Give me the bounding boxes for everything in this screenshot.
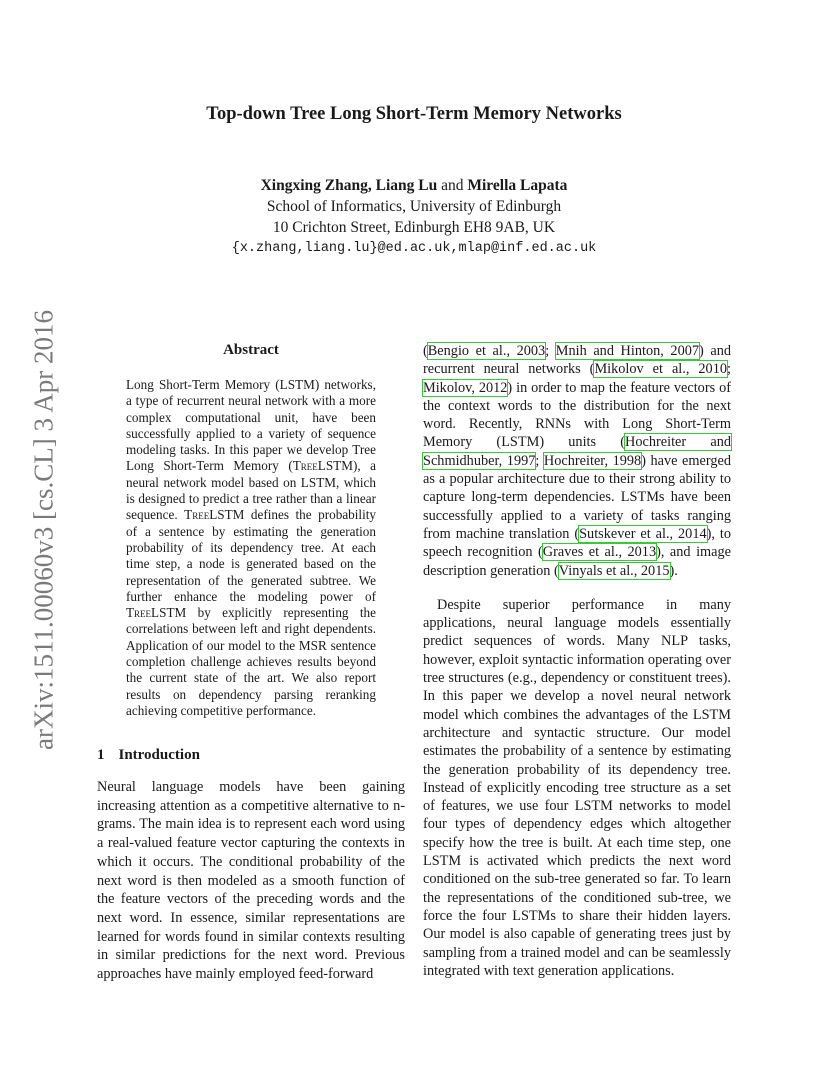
text-run: ) have emerged as a popular architecture due to their strong ability to capture long-term dependencies. LSTMs have been successfully applied to a variety of tasks ranging from machine translation (: [423, 452, 732, 542]
text-run: ) in order to map the feature vectors of the context words to the distribution for the next word. Recently, RNNs with Long Short-Term Memory (LSTM) units (: [423, 379, 731, 451]
model-name: TreeLSTM: [126, 605, 187, 621]
email: {x.zhang,liang.lu}@ed.ac.uk,mlap@inf.ed.ac.uk: [231, 241, 597, 256]
citation-link[interactable]: Mikolov, 2012: [423, 379, 508, 396]
citation-link[interactable]: Mnih and Hinton, 2007: [555, 343, 700, 359]
intro-left-column: [97, 778, 405, 984]
citation-link[interactable]: Hochreiter and Schmidhuber, 1997: [423, 434, 731, 469]
text-run: ;: [545, 343, 556, 359]
citation-link[interactable]: Mikolov et al., 2010: [594, 361, 728, 378]
paper-title: Top-down Tree Long Short-Term Memory Networks: [206, 104, 622, 124]
text-run: ;: [727, 361, 731, 378]
text-run: ;: [535, 452, 544, 469]
affiliation: School of Informatics, University of Edinburgh: [266, 198, 562, 215]
model-name: TreeLSTM: [184, 507, 245, 523]
intro-right-column: [423, 342, 731, 980]
section-number: 1: [97, 747, 105, 763]
abstract-heading: Abstract: [223, 342, 279, 358]
abstract-part: Long Short-Term Memory (LSTM) networks, a type of recurrent neural network with a more complex computational unit, have been successfully applied to a variety of sequence modeling tasks. In this paper we develop Tree Long Short-Term Memory (: [126, 377, 376, 474]
text-run: ) and recurrent neural networks (: [423, 343, 732, 378]
section-heading: [97, 747, 200, 764]
model-name: TreeLSTM: [292, 458, 353, 474]
author-names-last: Mirella Lapata: [467, 177, 568, 194]
abstract-part: by explicitly representing the correlations between left and right dependents. Application of our model to the MSR sentence completion challenge achieves results beyond the current state of the art. We also report results on dependency parsing reranking achieving competitive performance.: [126, 605, 376, 718]
intro-paragraph-continued: (Bengio et al., 2003; Mnih and Hinton, 2007) and recurrent neural networks (Mikolov et al., 2010; Mikolov, 2012) in order to map the feature vectors of the context words to the distribution for the next word. Recently, RNNs with Long Short-Term Memory (LSTM) units (Hochreiter and Schmidhuber, 1997; Hochreiter, 1998) have emerged as a popular architecture due to their strong ability to capture long-term dependencies. LSTMs have been successfully applied to a variety of tasks ranging from machine translation (Sutskever et al., 2014), to speech recognition (Graves et al., 2013), and image description generation (Vinyals et al., 2015).: [423, 343, 732, 579]
citation-link[interactable]: Graves et al., 2013: [542, 544, 657, 561]
citation-link[interactable]: Sutskever et al., 2014: [579, 525, 707, 542]
citation-link[interactable]: Hochreiter, 1998: [543, 452, 642, 469]
arxiv-watermark: arXiv:1511.00060v3 [cs.CL] 3 Apr 2016: [28, 310, 59, 750]
intro-paragraph-2: Despite superior performance in many applications, neural language models essentially predict sequences of words. Many NLP tasks, however, exploit syntactic information operating over tree structures (e.g., dependency or constituent trees). In this paper we develop a novel neural network model which combines the advantages of the LSTM architecture and syntactic structure. Our model estimates the probability of a sentence by estimating the generation probability of its dependency tree. Instead of explicitly encoding tree structure as a set of features, we use four LSTM networks to model four types of dependency edges which altogether specify how the tree is built. At each time step, one LSTM is activated which predicts the next word conditioned on the sub-tree generated so far. To learn the representations of the conditioned sub-tree, we force the four LSTMs to share their hidden layers. Our model is also capable of generating trees just by sampling from a trained model and can be seamlessly integrated with text generation applications.: [423, 596, 731, 979]
author-and: and: [441, 177, 464, 194]
text-run: ).: [669, 562, 678, 579]
section-title: Introduction: [118, 747, 200, 763]
abstract-text: [126, 377, 376, 719]
author-names-first: Xingxing Zhang, Liang Lu: [260, 177, 438, 194]
author-block: [0, 175, 828, 259]
abstract-part: ), a neural network model based on LSTM, which is designed to predict a tree rather than a linear sequence.: [126, 458, 377, 523]
text-run: ), to speech recognition (: [423, 525, 731, 561]
citation-link[interactable]: Vinyals et al., 2015: [558, 562, 670, 579]
abstract-part: defines the probability of a sentence by estimating the generation probability of its dependency tree. At each time step, a node is generated based on the representation of the generated subtree. We further enhance the modeling power of: [126, 507, 377, 604]
citation-link[interactable]: Bengio et al., 2003: [427, 343, 546, 359]
intro-paragraph: Neural language models have been gaining increasing attention as a competitive alternative to n-grams. The main idea is to represent each word using a real-valued feature vector capturing the contexts in which it occurs. The conditional probability of the next word is then modeled as a smooth function of the feature vectors of the preceding words and the next word. In essence, similar representations are learned for words found in similar contexts resulting in similar predictions for the next word. Previous approaches have mainly employed feed-forward: [97, 779, 405, 983]
author-names: [0, 175, 828, 196]
address: 10 Crichton Street, Edinburgh EH8 9AB, UK: [272, 219, 556, 236]
text-run: ), and image description generation (: [423, 544, 732, 579]
